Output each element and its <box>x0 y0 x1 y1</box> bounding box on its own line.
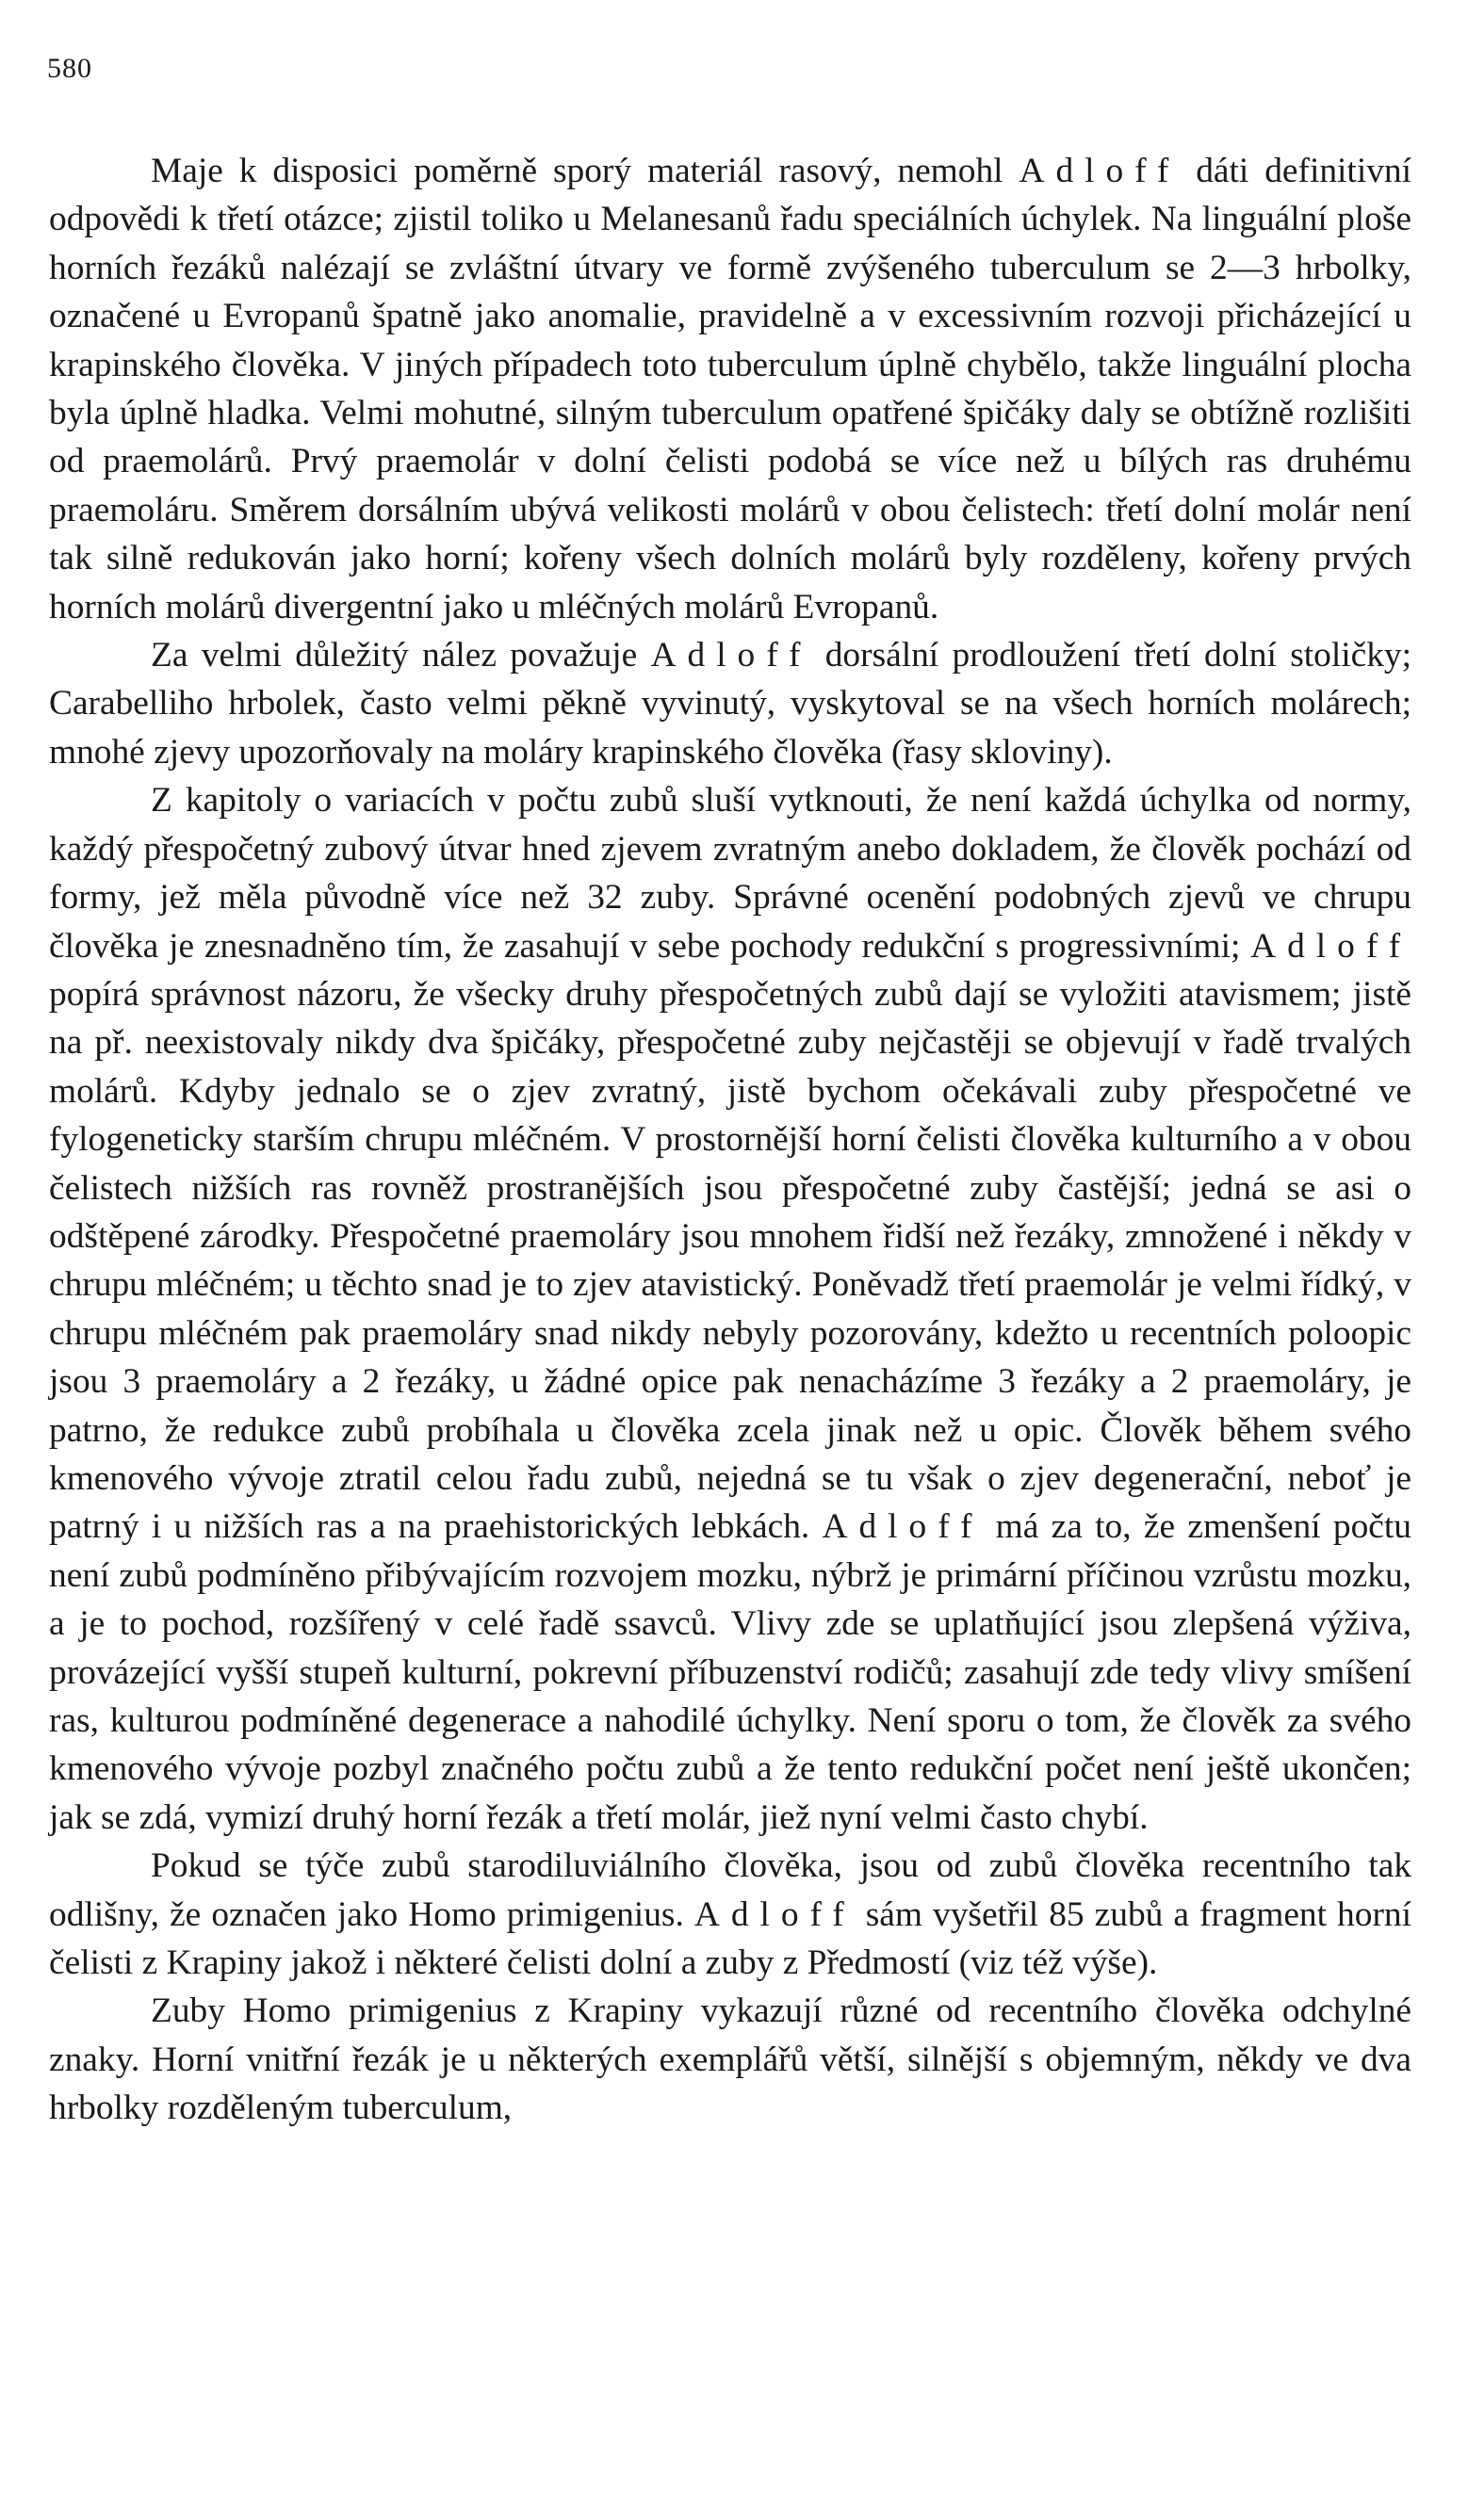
paragraph-3 <box>49 776 1411 1842</box>
author-name: Adloff <box>1019 152 1181 190</box>
text-segment: dáti definitivní odpovědi k třetí otázce; zjistil toliko u Melanesanů řadu speciálních úchylek. Na linguální ploše horních řezáků nalézají se zvláštní útvary ve formě zvýšeného tuberculum se 2—3 hrbolky, označené u Evropanů špatně jako anomalie, pravidelně a v excessivním rozvoji přicházející u krapinského člověka. V jiných případech toto tuberculum úplně chybělo, takže linguální plocha byla úplně hladka. Velmi mohutné, silným tuberculum opatřené špičáky daly se obtížně rozlišiti od praemolárů. Prvý praemolár v dolní čelisti podobá se více než u bílých ras druhému praemoláru. Směrem dorsálním ubývá velikosti molárů v obou čelistech: třetí dolní molár není tak silně redukován jako horní; kořeny všech dolních molárů byly rozděleny, kořeny prvých horních molárů divergentní jako u mléčných molárů Evropanů. <box>49 152 1411 626</box>
author-name: Adloff <box>650 636 812 675</box>
paragraph-1 <box>49 147 1411 631</box>
author-name: Adloff <box>693 1894 856 1934</box>
text-segment: Maje k disposici poměrně sporý materiál rasový, nemohl <box>151 152 1019 190</box>
text-segment: sám vyšetřil 85 zubů a fragment horní čelisti z Krapiny jakož i některé čelisti dolní a zuby z Předmostí (viz též výše). <box>49 1894 1411 1983</box>
author-name: Adloff <box>1250 926 1411 966</box>
text-segment: Pokud se týče zubů starodiluviálního člověka, jsou od zubů člověka recentního tak odlišny, že označen jako Homo primigenius. <box>49 1846 1411 1934</box>
page-number: 580 <box>47 53 92 84</box>
body-text <box>49 147 1411 2133</box>
paragraph-2 <box>49 631 1411 776</box>
text-segment: Za velmi důležitý nález považuje <box>151 636 651 675</box>
text-segment: popírá správnost názoru, že všecky druhy přespočetných zubů dají se vyložiti atavismem; jistě na př. neexistovaly nikdy dva špičáky, přespočetné zuby nejčastěji se objevují v řadě trvalých molárů. Kdyby jednalo se o zjev zvratný, jistě bychom očekávali zuby přespočetné ve fylogeneticky starším chrupu mléčném. V prostornější horní čelisti člověka kulturního a v obou čelistech nižších ras rovněž prostranějších jsou přespočetné zuby častější; jedná se asi o odštěpené zárodky. Přespočetné praemoláry jsou mnohem řidší než řezáky, zmnožené i někdy v chrupu mléčném; u těchto snad je to zjev atavistický. Poněvadž třetí praemolár je velmi řídký, v chrupu mléčném pak praemoláry snad nikdy nebyly pozorovány, kdežto u recentních poloopic jsou 3 praemoláry a 2 řezáky, u žádné opice pak nenacházíme 3 řezáky a 2 praemoláry, je patrno, že redukce zubů probíhala u člověka zcela jinak než u opic. Člověk během svého kmenového vývoje ztratil celou řadu zubů, nejedná se tu však o zjev degenerační, neboť je patrný i u nižších ras a na praehistorických lebkách. <box>49 974 1411 1547</box>
paragraph-4 <box>49 1842 1411 1987</box>
text-segment: Zuby Homo primigenius z Krapiny vykazují různé od recentního člověka odchylné znaky. Horní vnitřní řezák je u některých exemplářů větší, silnější s objemným, někdy ve dva hrbolky rozděleným tuberculum, <box>49 1992 1411 2128</box>
paragraph-5 <box>49 1987 1411 2132</box>
text-segment: dorsální prodloužení třetí dolní stoličky; Carabelliho hrbolek, často velmi pěkně vyvinutý, vyskytoval se na všech horních molárech; mnohé zjevy upozorňovaly na moláry krapinského člověka (řasy skloviny). <box>49 636 1411 772</box>
text-segment: Z kapitoly o variacích v počtu zubů sluší vytknouti, že není každá úchylka od normy, každý přespočetný zubový útvar hned zjevem zvratným anebo dokladem, že člověk pochází od formy, jež měla původně více než 32 zuby. Správné ocenění podobných zjevů ve chrupu člověka je znesnadněno tím, že zasahují v sebe pochody redukční s progressivními; <box>49 781 1411 966</box>
text-segment: má za to, že zmenšení počtu není zubů podmíněno přibývajícím rozvojem mozku, nýbrž je primární příčinou vzrůstu mozku, a je to pochod, rozšířený v celé řadě ssavců. Vlivy zde se uplatňující jsou zlepšená výživa, provázející vyšší stupeň kulturní, pokrevní příbuzenství rodičů; zasahují zde tedy vlivy smíšení ras, kulturou podmíněné degenerace a nahodilé úchylky. Není sporu o tom, že člověk za svého kmenového vývoje pozbyl značného počtu zubů a že tento redukční počet není ještě ukončen; jak se zdá, vymizí druhý horní řezák a třetí molár, jiež nyní velmi často chybí. <box>49 1507 1411 1837</box>
author-name: Adloff <box>822 1507 984 1547</box>
